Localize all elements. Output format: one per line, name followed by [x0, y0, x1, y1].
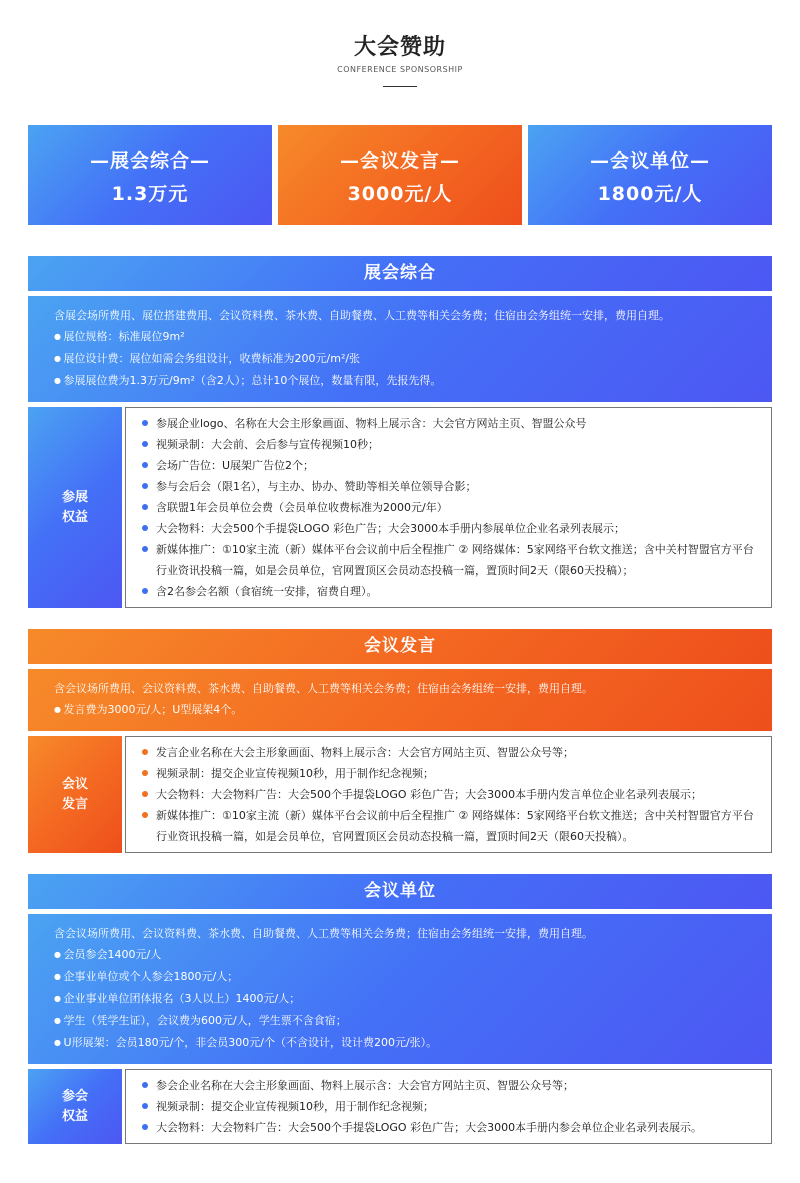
intro-text: 含会议场所费用、会议资料费、茶水费、自助餐费、人工费等相关会务费；住宿由会务组统一安排，费用自理。 [54, 682, 593, 695]
section-intro [28, 914, 772, 1064]
intro-item: ● 学生（凭学生证），会议费为600元/人，学生票不含食宿； [54, 1010, 756, 1032]
benefit-item: 视频录制：大会前、会后参与宣传视频10秒； [142, 434, 759, 455]
section-title: 展会综合 [28, 256, 772, 291]
intro-item: ● 会员参会1400元/人 [54, 944, 756, 966]
pricing-summary [28, 125, 772, 225]
benefits-block [28, 736, 772, 853]
benefit-item: 参展企业logo、名称在大会主形象画面、物料上展示含：大会官方网站主页、智盟公众号 [142, 413, 759, 434]
title-divider [383, 86, 417, 87]
benefits-label-line: 参会 [61, 1088, 88, 1104]
summary-card-price: 1.3万元 [111, 183, 189, 205]
benefits-list-box [125, 407, 772, 608]
summary-card-name: —会议发言— [339, 150, 460, 172]
section-speech [28, 629, 772, 853]
benefits-list-box [125, 736, 772, 853]
benefit-item: 大会物料：大会物料广告：大会500个手提袋LOGO 彩色广告；大会3000本手册内参会单位企业名录列表展示。 [142, 1117, 759, 1138]
benefit-item: 参会企业名称在大会主形象画面、物料上展示含：大会官方网站主页、智盟公众号等； [142, 1075, 759, 1096]
benefits-label-line: 权益 [61, 509, 88, 525]
intro-item: ● U形展架：会员180元/个，非会员300元/个（不含设计，设计费200元/张）。 [54, 1032, 756, 1054]
section-intro [28, 296, 772, 402]
benefits-list-box [125, 1069, 772, 1144]
section-attendee [28, 874, 772, 1144]
intro-item: ● 展位规格：标准展位9m² [54, 326, 756, 348]
benefit-item: 参与会后会（限1名），与主办、协办、赞助等相关单位领导合影； [142, 476, 759, 497]
summary-card-price: 1800元/人 [597, 183, 703, 205]
intro-text: 含会议场所费用、会议资料费、茶水费、自助餐费、人工费等相关会务费；住宿由会务组统一安排，费用自理。 [54, 927, 593, 940]
summary-card-name: —会议单位— [589, 150, 710, 172]
section-title: 会议发言 [28, 629, 772, 664]
summary-card-attendee [528, 125, 772, 225]
intro-text: 含展会场所费用、展位搭建费用、会议资料费、茶水费、自助餐费、人工费等相关会务费；住宿由会务组统一安排，费用自理。 [54, 309, 670, 322]
page-subtitle: CONFERENCE SPONSORSHIP [337, 65, 463, 74]
benefits-label-line: 参展 [61, 489, 88, 505]
summary-card-price: 3000元/人 [347, 183, 453, 205]
summary-card-name: —展会综合— [89, 150, 210, 172]
intro-item: ● 企事业单位或个人参会1800元/人； [54, 966, 756, 988]
benefit-item: 视频录制：提交企业宣传视频10秒，用于制作纪念视频； [142, 763, 759, 784]
benefits-block [28, 1069, 772, 1144]
section-exhibition [28, 256, 772, 608]
benefit-item: 含联盟1年会员单位会费（会员单位收费标准为2000元/年） [142, 497, 759, 518]
benefits-label [28, 736, 122, 853]
section-title: 会议单位 [28, 874, 772, 909]
benefit-item: 大会物料：大会物料广告：大会500个手提袋LOGO 彩色广告；大会3000本手册内发言单位企业名录列表展示； [142, 784, 759, 805]
benefits-label-line: 权益 [61, 1108, 88, 1124]
benefit-item: 新媒体推广：①10家主流（新）媒体平台会议前中后全程推广 ② 网络媒体：5家网络平台软文推送；含中关村智盟官方平台行业资讯投稿一篇，如是会员单位，官网置顶区会员动态投稿一篇，置顶时间2天（限60天投稿）； [142, 539, 759, 581]
summary-card-exhibition [28, 125, 272, 225]
benefits-label-line: 会议 [61, 776, 88, 792]
page-title: 大会赞助 [353, 35, 446, 60]
section-intro [28, 669, 772, 731]
benefit-item: 含2名参会名额（食宿统一安排，宿费自理）。 [142, 581, 759, 602]
benefits-label [28, 1069, 122, 1144]
intro-item: ● 展位设计费：展位如需会务组设计，收费标准为200元/m²/张 [54, 348, 756, 370]
benefit-item: 发言企业名称在大会主形象画面、物料上展示含：大会官方网站主页、智盟公众号等； [142, 742, 759, 763]
benefit-item: 大会物料：大会500个手提袋LOGO 彩色广告；大会3000本手册内参展单位企业名录列表展示； [142, 518, 759, 539]
benefit-item: 新媒体推广：①10家主流（新）媒体平台会议前中后全程推广 ② 网络媒体：5家网络平台软文推送；含中关村智盟官方平台行业资讯投稿一篇，如是会员单位，官网置顶区会员动态投稿一篇，置顶时间2天（限60天投稿）。 [142, 805, 759, 847]
benefit-item: 会场广告位：U展架广告位2个； [142, 455, 759, 476]
benefit-item: 视频录制：提交企业宣传视频10秒，用于制作纪念视频； [142, 1096, 759, 1117]
benefits-label-line: 发言 [61, 796, 88, 812]
benefits-block [28, 407, 772, 608]
benefits-label [28, 407, 122, 608]
intro-item: ● 发言费为3000元/人；U型展架4个。 [54, 699, 756, 721]
intro-item: ● 企业事业单位团体报名（3人以上）1400元/人； [54, 988, 756, 1010]
summary-card-speech [278, 125, 522, 225]
intro-item: ● 参展展位费为1.3万元/9m²（含2人）；总计10个展位，数量有限，先报先得。 [54, 370, 756, 392]
page-header [0, 30, 800, 87]
